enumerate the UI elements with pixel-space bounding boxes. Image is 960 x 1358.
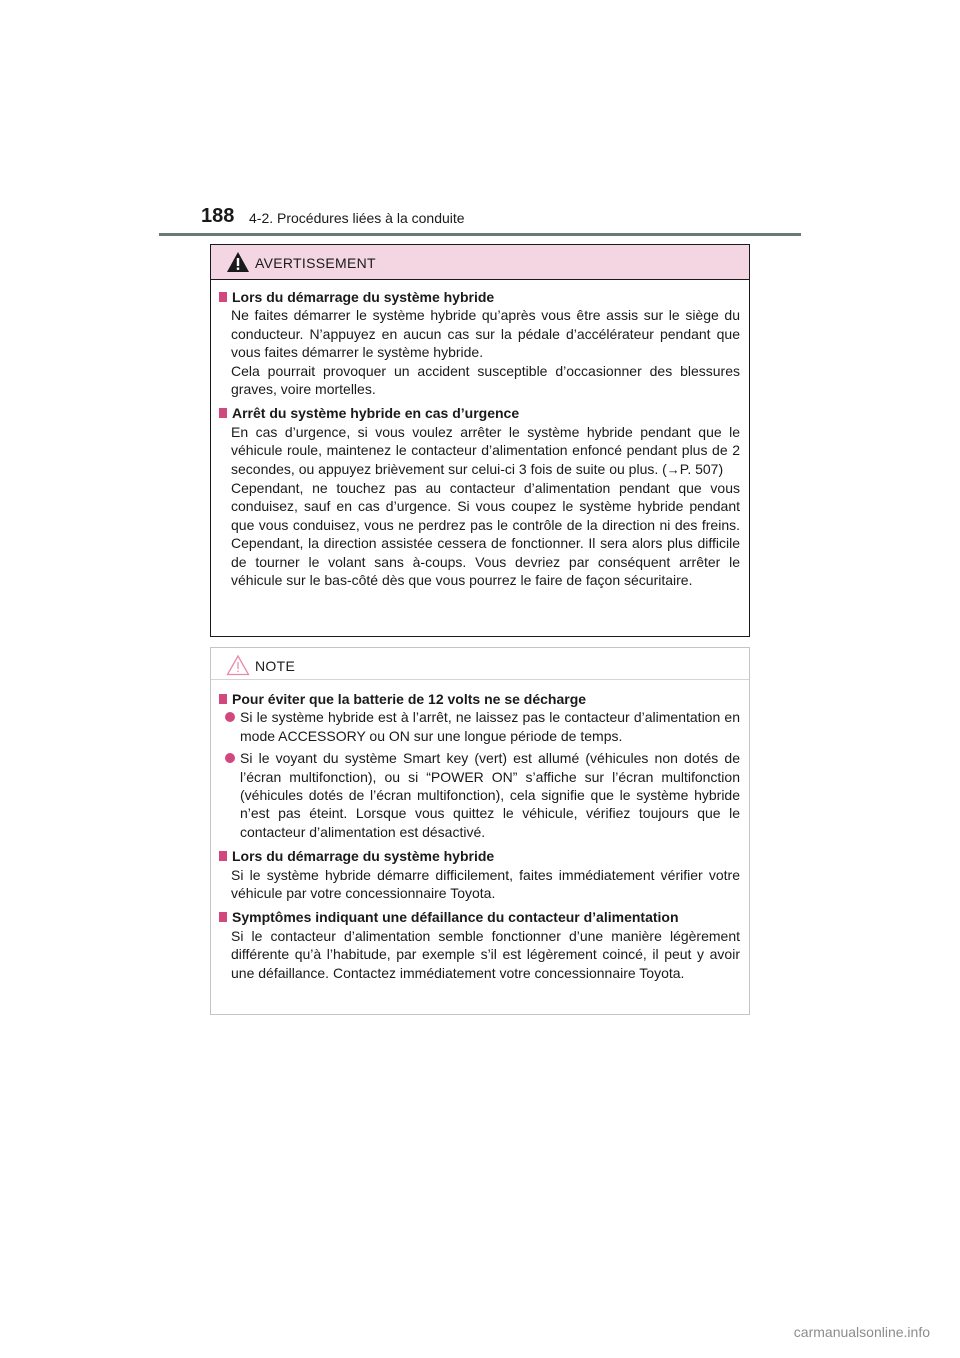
circle-bullet-icon [225,753,235,763]
square-bullet-icon [219,408,227,418]
warning-header [211,245,749,280]
warning-triangle-icon [226,251,250,273]
square-bullet-icon [219,292,227,302]
circle-bullet-icon [225,712,235,722]
section-title: 4-2. Procédures liées à la conduite [249,210,465,226]
page-header [186,205,806,235]
paragraph: Si le contacteur d’alimentation semble fonctionner d’une manière légèrement différente qu’à l’habitude, par exemple s’il est légèrement coincé, il peut y avoir une défaillance. Contactez immédiatement votre concessionnaire Toyota. [231,927,740,981]
note-section-title: Pour éviter que la batterie de 12 volts ne se décharge [232,691,587,707]
warning-box [210,244,750,637]
paragraph: Cela pourrait provoquer un accident susceptible d’occasionner des blessures graves, voire mortelles. [231,362,740,398]
page-number: 188 [201,205,235,227]
paragraph: Cependant, ne touchez pas au contacteur d’alimentation pendant que vous conduisez, sauf en cas d’urgence. Si vous coupez le système hybride pendant que vous conduisez, vous ne perdrez pas le contrôle de la direction ni des freins. Cependant, la direction assistée cessera de fonctionner. Il sera alors plus difficile de tourner le volant sans à-coups. Vous devriez par conséquent arrêter le véhicule sur le bas-côté dès que vous pourrez le faire de façon sécuritaire. [231,480,740,589]
header-divider [159,233,801,236]
note-header [211,648,749,680]
note-section [219,690,740,841]
warning-body [211,280,749,590]
watermark: carmanualsonline.info [793,1324,930,1340]
paragraph: Ne faites démarrer le système hybride qu’après vous être assis sur le siège du conducteur. N’appuyez en aucun cas sur la pédale d’accélérateur pendant que vous faites démarrer le système hybride. [231,307,740,361]
note-body [211,680,749,982]
note-section [219,908,740,982]
note-section-title: Lors du démarrage du système hybride [232,848,495,865]
warning-label: AVERTISSEMENT [255,255,376,271]
note-section [219,847,740,902]
page-reference: P. 507) [679,460,724,477]
note-section-title: Symptômes indiquant une défaillance du contacteur d’alimentation [232,909,679,926]
square-bullet-icon [219,851,227,861]
square-bullet-icon [219,694,227,704]
paragraph: Si le système hybride démarre difficilement, faites immédiatement vérifier votre véhicule par votre concessionnaire Toyota. [231,866,740,902]
note-box [210,647,750,1015]
warning-section [219,404,740,589]
square-bullet-icon [219,912,227,922]
list-item: Si le système hybride est à l’arrêt, ne laissez pas le contacteur d’alimentation en mode ACCESSORY ou ON sur une longue période de temps. [219,708,740,745]
caution-outline-triangle-icon [226,654,250,676]
warning-section [219,288,740,398]
arrow-right-icon: → [666,461,680,477]
list-item: Si le voyant du système Smart key (vert) est allumé (véhicules non dotés de l’écran multifonction), ou si “POWER ON” s’affiche sur l’écran multifonction (véhicules dotés de l’écran multifonction), cela signifie que le système hybride n’est pas éteint. Lorsque vous quittez le véhicule, vérifiez toujours que le contacteur d’alimentation est désactivé. [219,749,740,841]
paragraph: En cas d’urgence, si vous voulez arrêter le système hybride pendant que le véhicule roule, maintenez le contacteur d’alimentation enfoncé pendant plus de 2 secondes, ou appuyez brièvement sur celui-ci 3 fois de suite ou plus. (→P. 507) [231,423,740,477]
warning-section-title: Lors du démarrage du système hybride [232,289,495,305]
warning-section-title: Arrêt du système hybride en cas d’urgence [232,405,520,422]
note-label: NOTE [255,658,296,674]
